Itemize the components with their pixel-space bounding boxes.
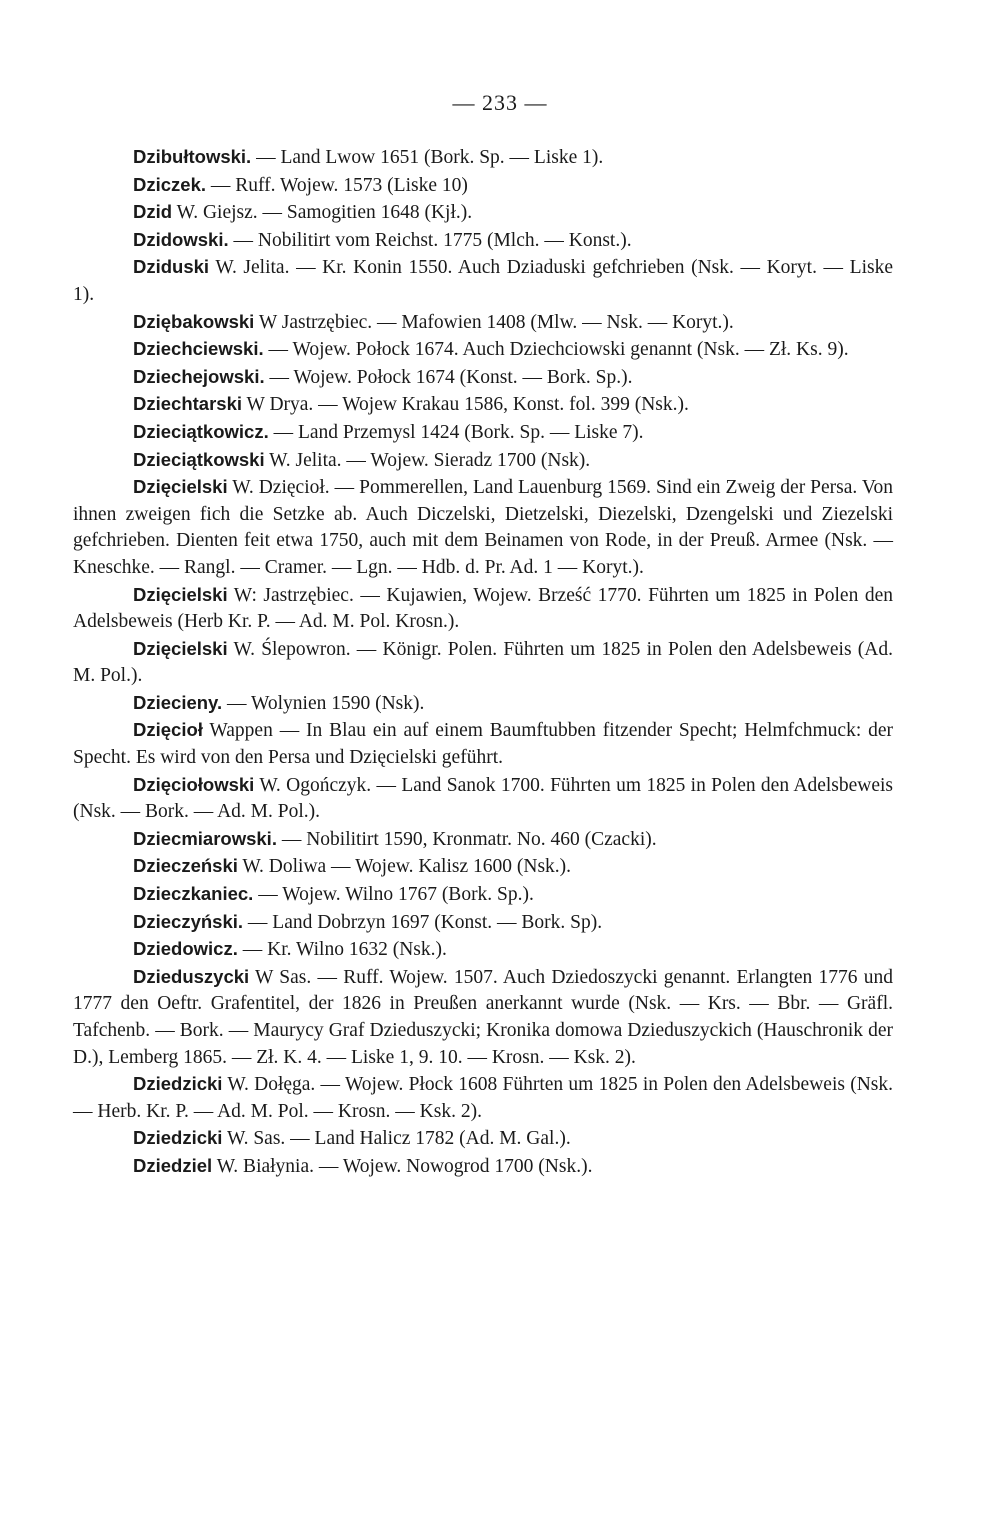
entry-text: — Land Przemysl 1424 (Bork. Sp. — Liske 7).: [268, 421, 644, 443]
entry-text: W. Dzięcioł. — Pommerellen, Land Lauenburg 1569. Sind ein Zweig der Persa. Von ihnen zweigen fich die Setzke ab. Auch Diczelski, Dietzelski, Diezelski, Dzengelski und Ziezelski gefchrieben. Dienten feit etwa 1750, auch mit dem Beinamen von Rode, in der Preuß. Armee (Nsk. — Kneschke. — Rangl. — Cramer. — Lgn. — Hdb. d. Pr. Ad. 1 — Koryt.).: [73, 477, 893, 578]
entry: [73, 909, 893, 937]
entry-headword: Dzięcielski: [133, 583, 228, 605]
entry-text: — Wojew. Wilno 1767 (Bork. Sp.).: [253, 884, 534, 906]
entry: [73, 364, 893, 392]
entry-headword: Dzieczeński: [133, 855, 238, 877]
entry-headword: Dziechtarski: [133, 393, 242, 415]
entry: [73, 826, 893, 854]
entry-headword: Dzibułtowski.: [133, 146, 252, 167]
entry: [73, 474, 893, 581]
entry: [73, 199, 893, 227]
entry: [73, 419, 893, 447]
entry-text: W. Ogończyk. — Land Sanok 1700. Führten um 1825 in Polen den Adelsbeweis (Nsk. — Bork. — Ad. M. Pol.).: [73, 774, 893, 823]
entry-text: W. Dołęga. — Wojew. Płock 1608 Führten um 1825 in Polen den Adelsbeweis (Nsk. — Herb. Kr. P. — Ad. M. Pol. — Krosn. — Ksk. 2).: [73, 1074, 893, 1122]
entry-text: — Kr. Wilno 1632 (Nsk.).: [237, 939, 447, 961]
entry: [73, 1125, 893, 1153]
entry: [73, 881, 893, 909]
entry: [73, 309, 893, 337]
entry-text: W: Jastrzębiec. — Kujawien, Wojew. Brześć 1770. Führten um 1825 in Polen den Adelsbeweis (Herb Kr. P. — Ad. M. Pol. Krosn.).: [73, 584, 893, 633]
entry: [73, 717, 893, 771]
entry: [73, 1153, 893, 1181]
entry-headword: Dzieduszycki: [133, 965, 250, 987]
entry-text: — Nobilitirt 1590, Kronmatr. No. 460 (Czacki).: [276, 828, 657, 850]
entry: [73, 772, 893, 826]
entry-headword: Dziębakowski: [133, 310, 255, 332]
entry-headword: Dzięciołowski: [133, 773, 255, 795]
entry-text: W. Giejsz. — Samogitien 1648 (Kjł.).: [172, 202, 473, 224]
entry: [73, 144, 893, 172]
entry-text: — Land Dobrzyn 1697 (Konst. — Bork. Sp).: [243, 911, 603, 933]
page-number: — 233 —: [452, 90, 548, 115]
entry-headword: Dziedowicz.: [133, 938, 238, 960]
entry-text: — Wolynien 1590 (Nsk).: [222, 692, 425, 714]
entry-text: — Land Lwow 1651 (Bork. Sp. — Liske 1).: [251, 147, 604, 168]
entry-headword: Dzięcioł: [133, 719, 203, 741]
entry-headword: Dziecieny.: [133, 691, 223, 713]
entry-headword: Dzieciątkowski: [133, 448, 265, 470]
entry-text: — Wojew. Połock 1674. Auch Dziechciowski genannt (Nsk. — Zł. Ks. 9).: [263, 339, 849, 361]
entry-headword: Dziedzicki: [133, 1073, 223, 1095]
entry-headword: Dziczek.: [133, 173, 207, 195]
entry-text: — Wojew. Połock 1674 (Konst. — Bork. Sp.).: [264, 366, 633, 388]
entry-headword: Dziedziel: [133, 1154, 213, 1176]
entry: [73, 254, 893, 308]
entry-text: W Sas. — Ruff. Wojew. 1507. Auch Dziedoszycki genannt. Erlangten 1776 und 1777 den Oeftr. Grafentitel, der 1826 in Preußen anerkannt wurde (Nsk. — Krs. — Bbr. — Gräfl. Tafchenb. — Bork. — Maurycy Graf Dzieduszycki; Kronika domowa Dzieduszyckich (Hauschronik der D.), Lemberg 1865. — Zł. K. 4. — Liske 1, 9. 10. — Krosn. — Ksk. 2).: [73, 966, 893, 1068]
entry: [73, 936, 893, 964]
entry: [73, 227, 893, 255]
entry-list: [73, 144, 893, 1181]
entry: [73, 853, 893, 881]
entry-headword: Dziechciewski.: [133, 338, 264, 360]
entry-headword: Dzieciątkowicz.: [133, 420, 269, 442]
entry: [73, 636, 893, 690]
entry-headword: Dzidowski.: [133, 228, 229, 250]
entry: [73, 447, 893, 475]
entry: [73, 964, 893, 1071]
entry-headword: Dziechejowski.: [133, 365, 265, 387]
entry: [73, 690, 893, 718]
entry-headword: Dziedzicki: [133, 1127, 223, 1149]
entry: [73, 336, 893, 364]
entry: [73, 1071, 893, 1125]
entry-text: W. Doliwa — Wojew. Kalisz 1600 (Nsk.).: [237, 856, 572, 878]
entry-text: W. Jelita. — Wojew. Sieradz 1700 (Nsk).: [264, 449, 591, 471]
entry-text: W. Ślepowron. — Königr. Polen. Führten um 1825 in Polen den Adelsbeweis (Ad. M. Pol.).: [73, 638, 893, 687]
entry-headword: Dzieczyński.: [133, 910, 244, 932]
entry-text: W Drya. — Wojew Krakau 1586, Konst. fol. 399 (Nsk.).: [242, 394, 689, 416]
entry-headword: Dziecmiarowski.: [133, 827, 277, 849]
entry-headword: Dzid: [133, 201, 173, 223]
entry-text: — Nobilitirt vom Reichst. 1775 (Mlch. — Konst.).: [228, 229, 632, 251]
entry-text: W. Sas. — Land Halicz 1782 (Ad. M. Gal.).: [222, 1128, 571, 1150]
entry-text: Wappen — In Blau ein auf einem Baumftubben fitzender Specht; Helmfchmuck: der Specht. Es wird von den Persa und Dzięcielski geführt.: [73, 720, 893, 769]
entry-text: W. Jelita. — Kr. Konin 1550. Auch Dziaduski gefchrieben (Nsk. — Koryt. — Liske 1).: [73, 257, 893, 305]
entry-headword: Dzięcielski: [133, 476, 228, 498]
entry-text: W Jastrzębiec. — Mafowien 1408 (Mlw. — Nsk. — Koryt.).: [254, 311, 734, 333]
entry-headword: Dzięcielski: [133, 637, 228, 659]
entry: [73, 391, 893, 419]
entry-text: W. Białynia. — Wojew. Nowogrod 1700 (Nsk.).: [212, 1155, 593, 1177]
entry-headword: Dzieczkaniec.: [133, 883, 254, 905]
entry-headword: Dziduski: [133, 256, 210, 278]
entry: [73, 172, 893, 200]
entry: [73, 582, 893, 636]
entry-text: — Ruff. Wojew. 1573 (Liske 10): [206, 174, 468, 196]
